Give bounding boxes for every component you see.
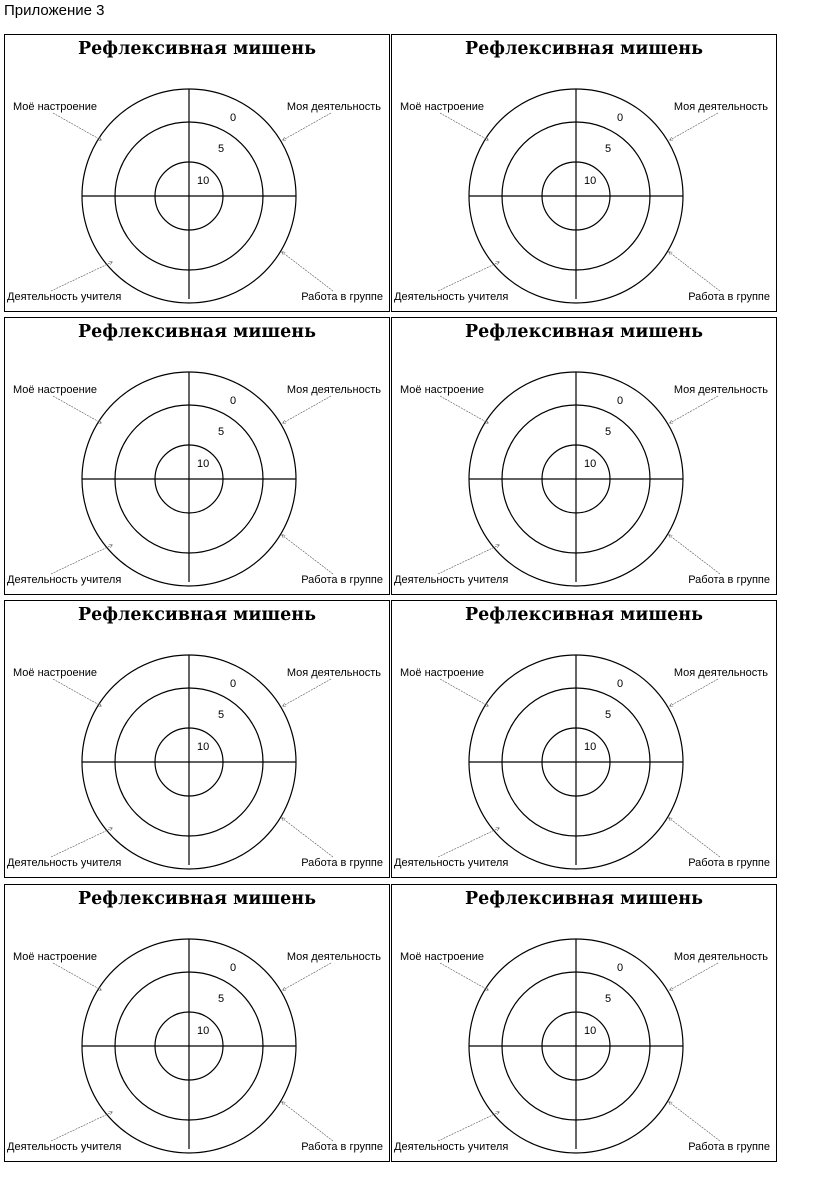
score-inner: 10 — [197, 458, 210, 470]
arrow-top-left — [53, 113, 101, 140]
card-title: Рефлексивная мишень — [78, 39, 316, 59]
label-my-activity: Моя деятельность — [673, 667, 768, 679]
label-group-work: Работа в группе — [301, 574, 383, 586]
target-card — [391, 34, 777, 312]
card-title: Рефлексивная мишень — [465, 322, 703, 342]
score-middle: 5 — [218, 426, 225, 438]
label-my-activity: Моя деятельность — [286, 384, 381, 396]
score-inner: 10 — [584, 458, 597, 470]
label-group-work: Работа в группе — [688, 1141, 770, 1153]
score-middle: 5 — [605, 143, 612, 155]
target-card — [391, 600, 777, 878]
label-group-work: Работа в группе — [688, 291, 770, 303]
target-diagram — [392, 601, 778, 879]
arrow-bottom-right — [282, 1102, 333, 1141]
target-diagram — [392, 318, 778, 596]
score-outer: 0 — [617, 112, 624, 124]
score-inner: 10 — [197, 1025, 210, 1037]
label-teacher-activity: Деятельность учителя — [394, 857, 509, 869]
target-diagram — [5, 318, 391, 596]
target-card — [4, 884, 390, 1162]
label-my-activity: Моя деятельность — [286, 667, 381, 679]
label-teacher-activity: Деятельность учителя — [394, 574, 509, 586]
score-middle: 5 — [605, 709, 612, 721]
label-my-mood: Моё настроение — [13, 384, 97, 396]
card-title: Рефлексивная мишень — [465, 889, 703, 909]
label-my-activity: Моя деятельность — [673, 384, 768, 396]
label-my-mood: Моё настроение — [400, 951, 484, 963]
target-diagram — [5, 35, 391, 313]
score-middle: 5 — [218, 709, 225, 721]
label-group-work: Работа в группе — [688, 574, 770, 586]
score-outer: 0 — [617, 395, 624, 407]
score-inner: 10 — [197, 175, 210, 187]
label-teacher-activity: Деятельность учителя — [394, 291, 509, 303]
score-outer: 0 — [230, 395, 237, 407]
label-my-mood: Моё настроение — [13, 667, 97, 679]
label-my-activity: Моя деятельность — [673, 101, 768, 113]
arrow-bottom-right — [669, 818, 720, 857]
arrow-bottom-right — [669, 252, 720, 291]
target-diagram — [392, 35, 778, 313]
label-teacher-activity: Деятельность учителя — [7, 857, 122, 869]
label-my-activity: Моя деятельность — [673, 951, 768, 963]
score-outer: 0 — [230, 678, 237, 690]
arrow-bottom-left — [51, 262, 112, 291]
arrow-bottom-left — [51, 545, 112, 574]
arrow-top-right — [283, 963, 331, 990]
label-group-work: Работа в группе — [688, 857, 770, 869]
score-middle: 5 — [605, 993, 612, 1005]
arrow-bottom-left — [438, 1112, 499, 1141]
label-my-mood: Моё настроение — [400, 384, 484, 396]
arrow-bottom-right — [282, 818, 333, 857]
card-title: Рефлексивная мишень — [78, 889, 316, 909]
label-teacher-activity: Деятельность учителя — [7, 574, 122, 586]
target-diagram — [5, 601, 391, 879]
score-middle: 5 — [605, 426, 612, 438]
score-inner: 10 — [584, 175, 597, 187]
label-teacher-activity: Деятельность учителя — [394, 1141, 509, 1153]
target-card — [391, 317, 777, 595]
score-inner: 10 — [197, 741, 210, 753]
target-card — [391, 884, 777, 1162]
arrow-top-right — [670, 396, 718, 423]
arrow-bottom-left — [438, 262, 499, 291]
score-outer: 0 — [617, 962, 624, 974]
score-inner: 10 — [584, 741, 597, 753]
target-card — [4, 317, 390, 595]
arrow-bottom-left — [438, 545, 499, 574]
arrow-top-left — [53, 963, 101, 990]
arrow-bottom-right — [669, 535, 720, 574]
label-my-activity: Моя деятельность — [286, 101, 381, 113]
label-group-work: Работа в группе — [301, 857, 383, 869]
score-inner: 10 — [584, 1025, 597, 1037]
card-title: Рефлексивная мишень — [465, 605, 703, 625]
card-title: Рефлексивная мишень — [465, 39, 703, 59]
arrow-top-right — [670, 113, 718, 140]
score-outer: 0 — [617, 678, 624, 690]
arrow-top-left — [440, 963, 488, 990]
arrow-bottom-right — [282, 535, 333, 574]
arrow-bottom-left — [51, 828, 112, 857]
arrow-top-right — [670, 679, 718, 706]
label-group-work: Работа в группе — [301, 291, 383, 303]
arrow-top-right — [670, 963, 718, 990]
score-outer: 0 — [230, 962, 237, 974]
score-middle: 5 — [218, 143, 225, 155]
target-diagram — [5, 885, 391, 1163]
label-teacher-activity: Деятельность учителя — [7, 291, 122, 303]
score-middle: 5 — [218, 993, 225, 1005]
card-title: Рефлексивная мишень — [78, 605, 316, 625]
label-teacher-activity: Деятельность учителя — [7, 1141, 122, 1153]
label-my-activity: Моя деятельность — [286, 951, 381, 963]
arrow-top-left — [53, 396, 101, 423]
arrow-top-left — [440, 113, 488, 140]
arrow-bottom-right — [669, 1102, 720, 1141]
target-card — [4, 600, 390, 878]
label-my-mood: Моё настроение — [400, 667, 484, 679]
arrow-top-right — [283, 113, 331, 140]
label-my-mood: Моё настроение — [13, 951, 97, 963]
arrow-top-right — [283, 396, 331, 423]
arrow-top-left — [440, 679, 488, 706]
page-label: Приложение 3 — [4, 2, 105, 19]
label-group-work: Работа в группе — [301, 1141, 383, 1153]
card-title: Рефлексивная мишень — [78, 322, 316, 342]
arrow-top-right — [283, 679, 331, 706]
score-outer: 0 — [230, 112, 237, 124]
arrow-top-left — [440, 396, 488, 423]
label-my-mood: Моё настроение — [13, 101, 97, 113]
arrow-bottom-left — [438, 828, 499, 857]
arrow-bottom-right — [282, 252, 333, 291]
label-my-mood: Моё настроение — [400, 101, 484, 113]
arrow-top-left — [53, 679, 101, 706]
arrow-bottom-left — [51, 1112, 112, 1141]
target-card — [4, 34, 390, 312]
target-diagram — [392, 885, 778, 1163]
